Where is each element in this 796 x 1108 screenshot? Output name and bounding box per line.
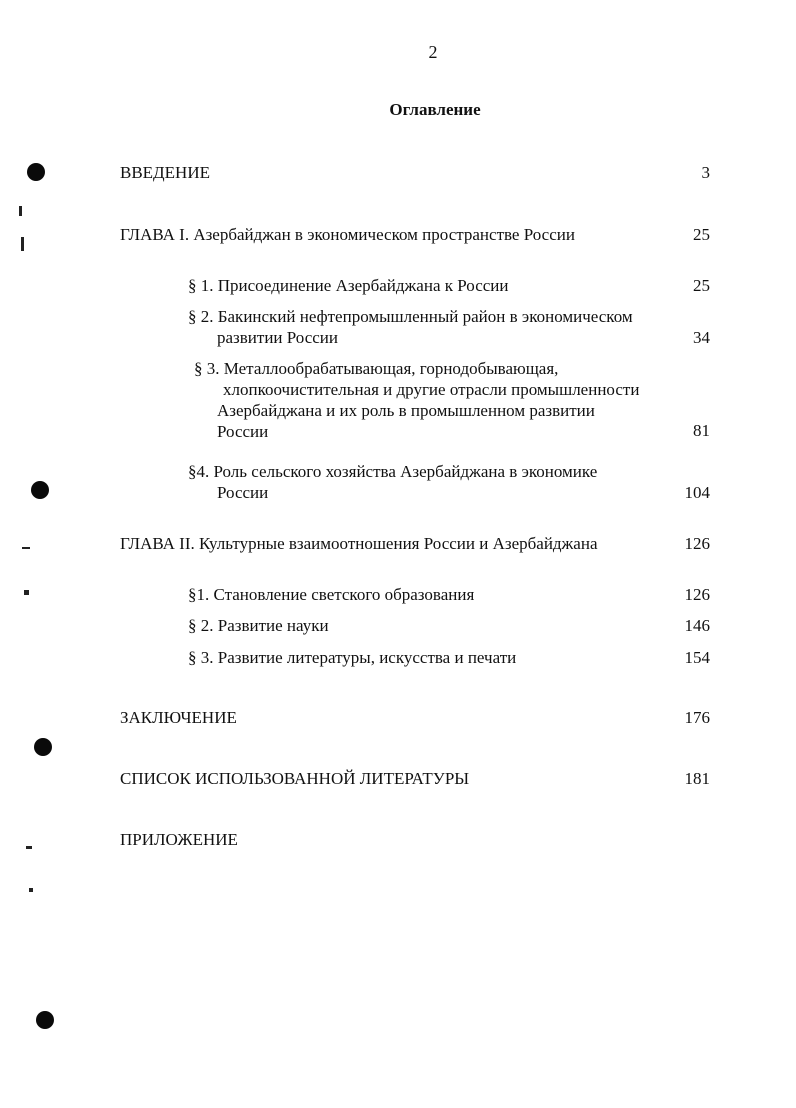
scan-mark bbox=[24, 590, 29, 595]
toc-entry-label: § 2. Бакинский нефтепромышленный район в экономическом bbox=[188, 307, 633, 326]
toc-entry-label: ЗАКЛЮЧЕНИЕ bbox=[120, 708, 237, 727]
toc-entry-label-continued: развитии России bbox=[217, 328, 339, 347]
toc-entry-label-continued: хлопкоочистительная и другие отрасли промышленности bbox=[223, 380, 640, 399]
scan-mark bbox=[29, 888, 33, 892]
toc-entry-section-1-2[interactable] bbox=[188, 306, 633, 348]
toc-entry-label-continued: России bbox=[217, 422, 269, 441]
toc-page-number: 154 bbox=[684, 648, 710, 667]
toc-entry-section-1-1[interactable] bbox=[188, 275, 509, 296]
punch-hole-1 bbox=[27, 163, 45, 181]
toc-entry-chapter-1[interactable] bbox=[120, 224, 575, 245]
toc-entry-intro[interactable] bbox=[120, 162, 210, 183]
toc-entry-section-1-3[interactable] bbox=[194, 358, 639, 442]
scan-mark bbox=[21, 237, 24, 251]
scan-mark bbox=[19, 206, 22, 216]
toc-entry-label: §1. Становление светского образования bbox=[188, 585, 475, 604]
toc-page-number: 176 bbox=[684, 708, 710, 727]
toc-entry-section-2-2[interactable] bbox=[188, 615, 329, 636]
toc-entry-label-continued: Азербайджана и их роль в промышленном развитии bbox=[217, 401, 595, 420]
toc-entry-appendix[interactable] bbox=[120, 829, 238, 850]
toc-entry-label: § 2. Развитие науки bbox=[188, 616, 329, 635]
punch-hole-4 bbox=[36, 1011, 54, 1029]
punch-hole-3 bbox=[34, 738, 52, 756]
toc-entry-label: § 3. Металлообрабатывающая, горнодобывающая, bbox=[194, 359, 559, 378]
toc-page-number: 126 bbox=[684, 534, 710, 553]
toc-entry-label: ГЛАВА I. Азербайджан в экономическом пространстве России bbox=[120, 225, 575, 244]
toc-page-number: 146 bbox=[684, 616, 710, 635]
toc-entry-chapter-2[interactable] bbox=[120, 533, 598, 554]
scan-mark bbox=[22, 547, 30, 549]
page-number: 2 bbox=[428, 42, 438, 62]
scan-mark bbox=[26, 846, 32, 849]
page-title: Оглавление bbox=[389, 100, 481, 119]
toc-page-number: 104 bbox=[684, 483, 710, 502]
toc-page-number: 126 bbox=[684, 585, 710, 604]
toc-entry-label: СПИСОК ИСПОЛЬЗОВАННОЙ ЛИТЕРАТУРЫ bbox=[120, 769, 470, 788]
toc-page-number: 181 bbox=[684, 769, 710, 788]
toc-entry-label: § 1. Присоединение Азербайджана к России bbox=[188, 276, 509, 295]
toc-page-number: 81 bbox=[693, 421, 710, 440]
toc-entry-label: §4. Роль сельского хозяйства Азербайджана в экономике bbox=[188, 462, 598, 481]
toc-entry-label-continued: России bbox=[217, 483, 269, 502]
toc-entry-label: § 3. Развитие литературы, искусства и печати bbox=[188, 648, 517, 667]
toc-page-number: 34 bbox=[693, 328, 710, 347]
toc-page-number: 25 bbox=[693, 225, 710, 244]
toc-entry-conclusion[interactable] bbox=[120, 707, 237, 728]
toc-page-number: 25 bbox=[693, 276, 710, 295]
toc-entry-section-2-3[interactable] bbox=[188, 647, 516, 668]
toc-entry-label: ПРИЛОЖЕНИЕ bbox=[120, 830, 238, 849]
toc-entry-section-1-4[interactable] bbox=[188, 461, 597, 503]
toc-entry-section-2-1[interactable] bbox=[188, 584, 474, 605]
toc-page-number: 3 bbox=[701, 163, 710, 182]
toc-entry-label: ВВЕДЕНИЕ bbox=[120, 163, 210, 182]
toc-entry-bibliography[interactable] bbox=[120, 768, 469, 789]
toc-entry-label: ГЛАВА II. Культурные взаимоотношения России и Азербайджана bbox=[120, 534, 598, 553]
punch-hole-2 bbox=[31, 481, 49, 499]
